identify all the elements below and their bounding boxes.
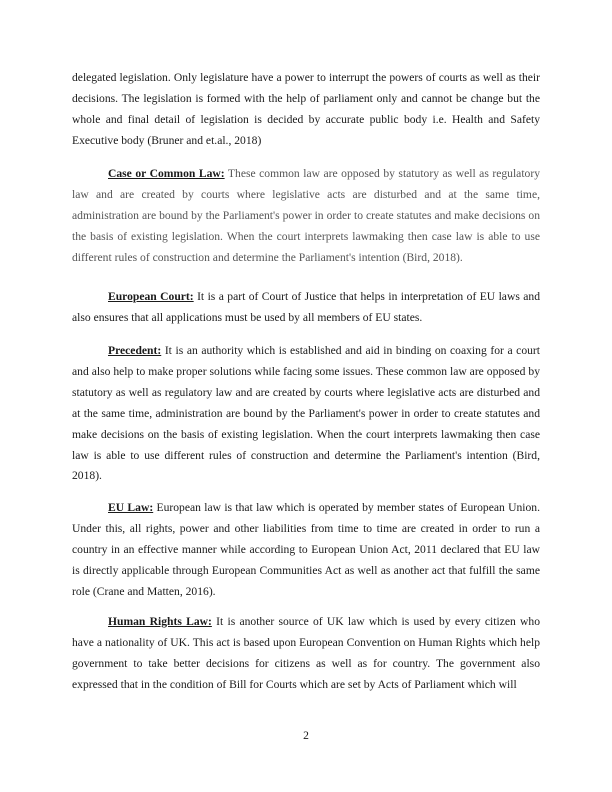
human-rights-term: Human Rights Law: bbox=[108, 615, 212, 628]
precedent-text: It is an authority which is established and aid in binding on coaxing for a court and also help to make proper solutions while facing some issues. These common law are opposed by statutory as well as regulatory law and are created by courts where legislative acts are disturbed and at the same time, administration are bound by the Parliament's power in order to create statutes and make decisions on the basis of existing legislation. When the court interprets lawmaking then case law is able to use different rules of construction and determine the Parliament's intention (Bird, 2018). bbox=[72, 344, 540, 483]
eu-law-text: European law is that law which is operated by member states of European Union. Under this, all rights, power and other liabilities from time to time are created in order to run a country in an effective manner while according to European Union Act, 2011 declared that EU law is directly applicable through European Communities Act as well as another act that fulfill the same role (Crane and Matten, 2016). bbox=[72, 501, 540, 598]
european-court-paragraph bbox=[72, 287, 540, 329]
case-law-text: These common law are opposed by statutory as well as regulatory law and are created by courts where legislative acts are disturbed and at the same time, administration are bound by the Parliament's power in order to create statutes and make decisions on the basis of existing legislation. When the court interprets lawmaking then case law is able to use different rules of construction and determine the Parliament's intention (Bird, 2018). bbox=[72, 167, 540, 264]
eu-law-term: EU Law: bbox=[108, 501, 154, 514]
human-rights-text: It is another source of UK law which is used by every citizen who have a nationality of UK. This act is based upon European Convention on Human Rights which help government to take better decisions for citizens as well as for country. The government also expressed that in the condition of Bill for Courts which are set by Acts of Parliament which will bbox=[72, 615, 540, 691]
precedent-term: Precedent: bbox=[108, 344, 162, 357]
european-court-term: European Court: bbox=[108, 290, 194, 303]
human-rights-paragraph bbox=[72, 612, 540, 696]
precedent-paragraph bbox=[72, 341, 540, 487]
european-court-text: It is a part of Court of Justice that helps in interpretation of EU laws and also ensures that all applications must be used by all members of EU states. bbox=[72, 290, 540, 324]
eu-law-paragraph bbox=[72, 498, 540, 603]
case-law-term: Case or Common Law: bbox=[108, 167, 225, 180]
page-number: 2 bbox=[303, 729, 309, 742]
intro-paragraph: delegated legislation. Only legislature have a power to interrupt the powers of courts as well as their decisions. The legislation is formed with the help of parliament only and cannot be change but the whole and final detail of legislation is decided by accurate public body i.e. Health and Safety Executive body (Bruner and et.al., 2018) bbox=[72, 71, 540, 147]
case-law-paragraph bbox=[72, 164, 540, 269]
